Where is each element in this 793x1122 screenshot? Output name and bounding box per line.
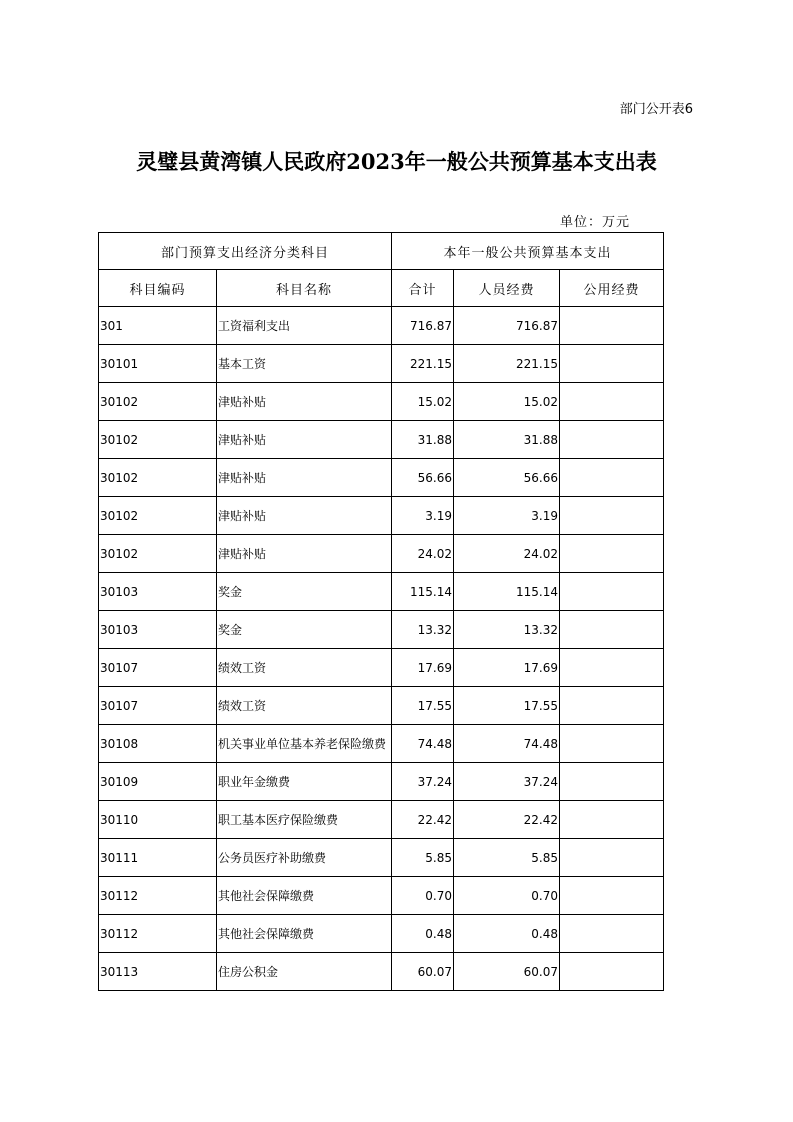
cell-code: 30101 (99, 345, 217, 383)
cell-code: 30102 (99, 535, 217, 573)
cell-total: 17.69 (392, 649, 454, 687)
table-row (99, 573, 664, 611)
cell-total: 56.66 (392, 459, 454, 497)
table-row (99, 725, 664, 763)
table-row (99, 687, 664, 725)
cell-personnel: 24.02 (454, 535, 560, 573)
cell-total: 31.88 (392, 421, 454, 459)
cell-code: 30111 (99, 839, 217, 877)
cell-name: 绩效工资 (217, 649, 392, 687)
cell-public (560, 611, 664, 649)
cell-code: 30112 (99, 877, 217, 915)
cell-name: 津贴补贴 (217, 459, 392, 497)
cell-total: 17.55 (392, 687, 454, 725)
cell-public (560, 877, 664, 915)
cell-personnel: 17.69 (454, 649, 560, 687)
cell-code: 30108 (99, 725, 217, 763)
cell-personnel: 17.55 (454, 687, 560, 725)
table-row (99, 763, 664, 801)
cell-total: 13.32 (392, 611, 454, 649)
cell-personnel: 22.42 (454, 801, 560, 839)
cell-public (560, 307, 664, 345)
column-header-code: 科目编码 (99, 270, 217, 307)
cell-public (560, 345, 664, 383)
cell-personnel: 3.19 (454, 497, 560, 535)
table-row (99, 877, 664, 915)
cell-total: 74.48 (392, 725, 454, 763)
cell-public (560, 459, 664, 497)
table-row (99, 535, 664, 573)
cell-public (560, 421, 664, 459)
column-header-personnel: 人员经费 (454, 270, 560, 307)
cell-total: 5.85 (392, 839, 454, 877)
cell-name: 公务员医疗补助缴费 (217, 839, 392, 877)
cell-personnel: 31.88 (454, 421, 560, 459)
group-header-row (99, 233, 664, 270)
table-row (99, 459, 664, 497)
cell-personnel: 60.07 (454, 953, 560, 991)
group-header-basic-expenditure: 本年一般公共预算基本支出 (392, 233, 664, 270)
cell-personnel: 13.32 (454, 611, 560, 649)
cell-name: 其他社会保障缴费 (217, 915, 392, 953)
cell-total: 22.42 (392, 801, 454, 839)
table-row (99, 915, 664, 953)
table-row (99, 345, 664, 383)
table-row (99, 649, 664, 687)
cell-public (560, 687, 664, 725)
column-header-name: 科目名称 (217, 270, 392, 307)
cell-name: 住房公积金 (217, 953, 392, 991)
cell-code: 30102 (99, 421, 217, 459)
cell-name: 机关事业单位基本养老保险缴费 (217, 725, 392, 763)
table-row (99, 839, 664, 877)
table-row (99, 497, 664, 535)
cell-public (560, 573, 664, 611)
cell-public (560, 535, 664, 573)
cell-code: 30103 (99, 611, 217, 649)
cell-personnel: 37.24 (454, 763, 560, 801)
cell-code: 30112 (99, 915, 217, 953)
cell-name: 工资福利支出 (217, 307, 392, 345)
cell-personnel: 15.02 (454, 383, 560, 421)
table-row (99, 953, 664, 991)
cell-personnel: 0.48 (454, 915, 560, 953)
cell-code: 30109 (99, 763, 217, 801)
cell-total: 60.07 (392, 953, 454, 991)
cell-code: 30107 (99, 687, 217, 725)
table-row (99, 611, 664, 649)
cell-name: 津贴补贴 (217, 421, 392, 459)
cell-name: 津贴补贴 (217, 535, 392, 573)
cell-code: 30102 (99, 383, 217, 421)
budget-table (98, 232, 664, 991)
cell-total: 0.48 (392, 915, 454, 953)
cell-name: 职业年金缴费 (217, 763, 392, 801)
cell-public (560, 953, 664, 991)
cell-total: 15.02 (392, 383, 454, 421)
table-row (99, 801, 664, 839)
cell-total: 115.14 (392, 573, 454, 611)
cell-total: 3.19 (392, 497, 454, 535)
cell-public (560, 383, 664, 421)
cell-personnel: 0.70 (454, 877, 560, 915)
cell-code: 30103 (99, 573, 217, 611)
cell-total: 37.24 (392, 763, 454, 801)
column-header-public: 公用经费 (560, 270, 664, 307)
cell-name: 基本工资 (217, 345, 392, 383)
unit-label: 单位：万元 (559, 215, 630, 230)
cell-public (560, 649, 664, 687)
cell-code: 30110 (99, 801, 217, 839)
cell-public (560, 915, 664, 953)
cell-public (560, 497, 664, 535)
table-number-tag: 部门公开表6 (619, 102, 693, 117)
cell-public (560, 725, 664, 763)
cell-name: 津贴补贴 (217, 497, 392, 535)
budget-table-body (99, 233, 664, 991)
group-header-classification: 部门预算支出经济分类科目 (99, 233, 392, 270)
cell-public (560, 839, 664, 877)
cell-total: 221.15 (392, 345, 454, 383)
cell-personnel: 5.85 (454, 839, 560, 877)
cell-code: 30102 (99, 497, 217, 535)
page-title: 灵璧县黄湾镇人民政府2023年一般公共预算基本支出表 (136, 149, 657, 174)
cell-code: 30113 (99, 953, 217, 991)
cell-name: 职工基本医疗保险缴费 (217, 801, 392, 839)
cell-personnel: 56.66 (454, 459, 560, 497)
cell-total: 24.02 (392, 535, 454, 573)
cell-total: 0.70 (392, 877, 454, 915)
cell-public (560, 763, 664, 801)
cell-name: 奖金 (217, 573, 392, 611)
cell-name: 奖金 (217, 611, 392, 649)
cell-personnel: 716.87 (454, 307, 560, 345)
cell-code: 30102 (99, 459, 217, 497)
cell-personnel: 115.14 (454, 573, 560, 611)
column-header-row (99, 270, 664, 307)
cell-code: 301 (99, 307, 217, 345)
cell-personnel: 221.15 (454, 345, 560, 383)
column-header-total: 合计 (392, 270, 454, 307)
table-row (99, 383, 664, 421)
cell-personnel: 74.48 (454, 725, 560, 763)
cell-code: 30107 (99, 649, 217, 687)
cell-name: 津贴补贴 (217, 383, 392, 421)
cell-total: 716.87 (392, 307, 454, 345)
table-row (99, 307, 664, 345)
cell-name: 绩效工资 (217, 687, 392, 725)
cell-public (560, 801, 664, 839)
table-row (99, 421, 664, 459)
cell-name: 其他社会保障缴费 (217, 877, 392, 915)
